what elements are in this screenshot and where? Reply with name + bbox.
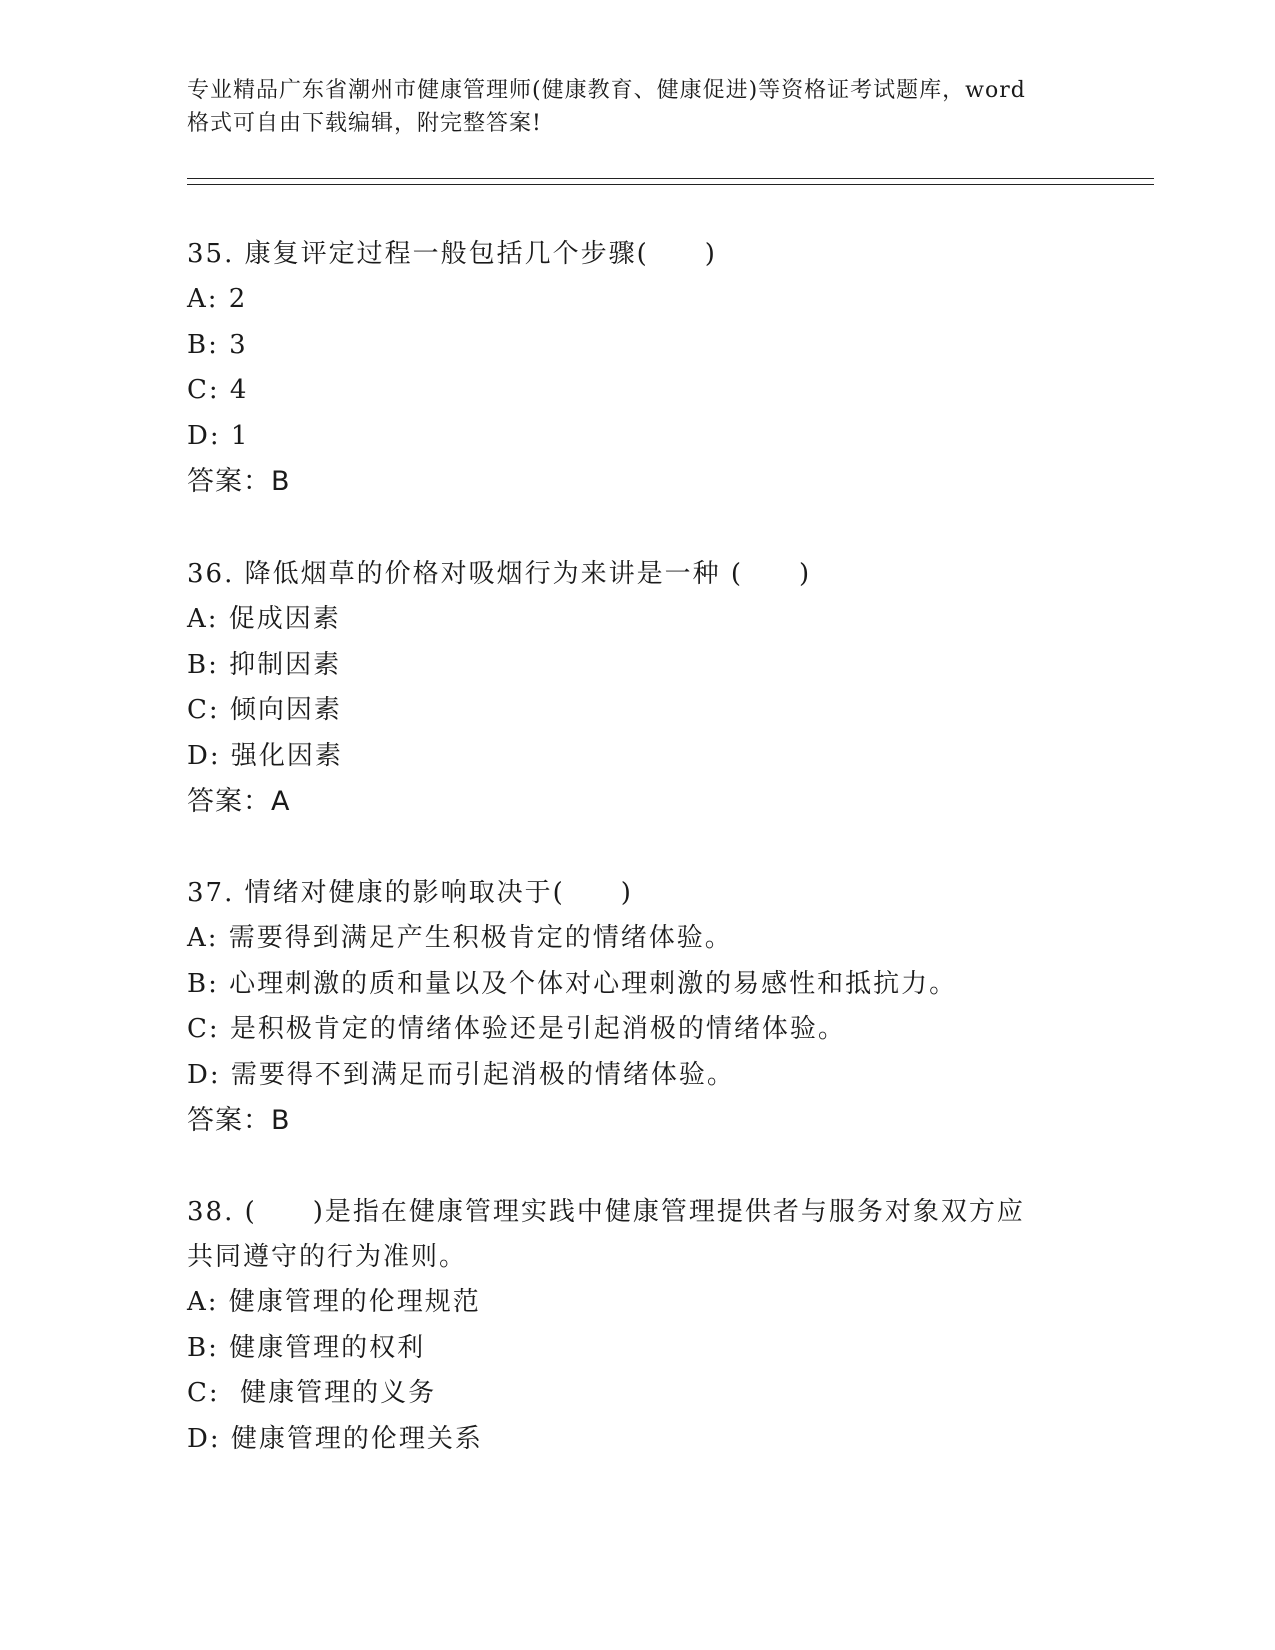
question-stem: 37. 情绪对健康的影响取决于( ) bbox=[187, 878, 633, 908]
option-d: D: 需要得不到满足而引起消极的情绪体验。 bbox=[187, 1059, 735, 1090]
option-c: C: 4 bbox=[187, 375, 249, 405]
question-stem: 35. 康复评定过程一般包括几个步骤( ) bbox=[187, 239, 717, 269]
question-37 bbox=[187, 871, 1087, 1143]
option-a: A: 健康管理的伦理规范 bbox=[187, 1287, 481, 1317]
answer: 答案：B bbox=[187, 466, 291, 497]
answer: 答案：A bbox=[187, 786, 291, 817]
option-b: B: 健康管理的权利 bbox=[187, 1332, 426, 1363]
option-c: C: 健康管理的义务 bbox=[187, 1378, 437, 1408]
question-38 bbox=[187, 1190, 1087, 1462]
option-d: D: 健康管理的伦理关系 bbox=[187, 1423, 483, 1454]
header-divider-top bbox=[187, 178, 1154, 179]
option-b: B: 3 bbox=[187, 329, 248, 360]
option-a: A: 促成因素 bbox=[187, 604, 341, 634]
question-stem-line-2: 共同遵守的行为准则。 bbox=[187, 1242, 468, 1272]
question-stem: 36. 降低烟草的价格对吸烟行为来讲是一种 ( ) bbox=[187, 559, 812, 589]
option-a: A: 2 bbox=[187, 284, 248, 314]
question-stem-line-1: 38. ( )是指在健康管理实践中健康管理提供者与服务对象双方应 bbox=[187, 1197, 1025, 1227]
option-c: C: 是积极肯定的情绪体验还是引起消极的情绪体验。 bbox=[187, 1014, 846, 1044]
answer: 答案：B bbox=[187, 1105, 291, 1136]
option-c: C: 倾向因素 bbox=[187, 695, 342, 725]
header-line-1: 专业精品广东省潮州市健康管理师(健康教育、健康促进)等资格证考试题库，word bbox=[187, 78, 1026, 103]
option-a: A: 需要得到满足产生积极肯定的情绪体验。 bbox=[187, 923, 733, 953]
header-line-2: 格式可自由下载编辑，附完整答案! bbox=[187, 111, 542, 136]
option-d: D: 1 bbox=[187, 420, 250, 451]
option-b: B: 心理刺激的质和量以及个体对心理刺激的易感性和抵抗力。 bbox=[187, 968, 958, 999]
option-d: D: 强化因素 bbox=[187, 740, 343, 771]
document-header bbox=[187, 74, 1087, 140]
option-b: B: 抑制因素 bbox=[187, 649, 342, 680]
header-divider-bottom bbox=[187, 184, 1154, 185]
question-35 bbox=[187, 232, 1087, 504]
question-36 bbox=[187, 552, 1087, 824]
